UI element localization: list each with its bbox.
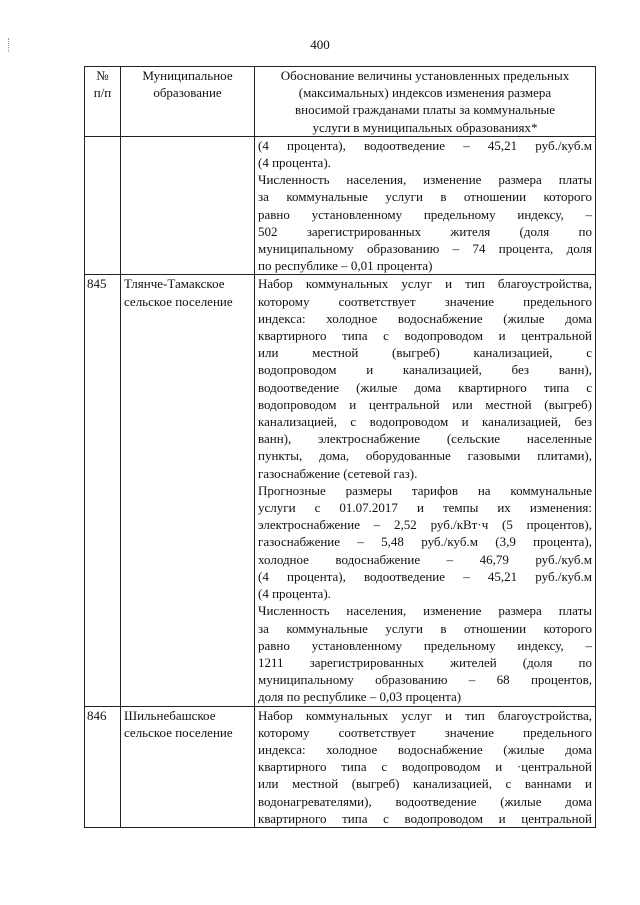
text-line: пункты, дома, оборудованные газовыми плитами), <box>258 448 592 464</box>
justification-cell <box>255 275 596 706</box>
text-line: холодное водоснабжение – 46,79 руб./куб.м <box>258 551 592 567</box>
row-number: 845 <box>85 275 121 706</box>
header-line: № <box>96 68 109 83</box>
text-line: водопроводом и канализацией, без ванн), <box>258 362 592 378</box>
header-line: Обоснование величины установленных предельных <box>280 68 570 83</box>
text-line: Прогнозные размеры тарифов на коммунальные <box>258 482 592 498</box>
justification-cell <box>255 136 596 275</box>
header-line: вносимой гражданами платы за коммунальные <box>295 102 555 118</box>
text-line: (4 процента). <box>258 155 331 171</box>
table-row <box>85 706 596 827</box>
header-line: услуги в муниципальных образованиях* <box>312 119 538 135</box>
header-num <box>85 67 121 137</box>
municipality-cell <box>121 706 255 827</box>
text-line: доля по республике – 0,03 процента) <box>258 689 462 705</box>
text-line: индекса: холодное водоснабжение (жилые дома <box>258 741 592 757</box>
text-line: квартирного типа с водопроводом и ·центральной <box>258 759 592 775</box>
municipality-cell <box>121 275 255 706</box>
text-line: (4 процента), водоотведение – 45,21 руб./куб.м <box>258 137 592 153</box>
text-line: квартирного типа с водопроводом и центральной <box>258 328 592 344</box>
text-line: квартирного типа с водопроводом и центральной <box>258 810 592 826</box>
text-line: муниципальному образованию – 74 процента, доля <box>258 241 592 257</box>
text-line: (4 процента). <box>258 586 331 602</box>
text-line: или местной (выгреб) канализацией, с ваннами и <box>258 776 592 792</box>
text-line: электроснабжение – 2,52 руб./кВт·ч (5 процентов), <box>258 517 592 533</box>
row-number: 846 <box>85 706 121 827</box>
page-number: 400 <box>310 37 330 52</box>
header-line: Муниципальное <box>142 68 233 83</box>
text-line: Набор коммунальных услуг и тип благоустройства, <box>258 276 592 292</box>
text-line: 502 зарегистрированных жителя (доля по <box>258 223 592 239</box>
text-line: Численность населения, изменение размера платы <box>258 172 592 188</box>
text-line: Набор коммунальных услуг и тип благоустройства, <box>258 707 592 723</box>
row-number <box>85 136 121 275</box>
text-line: которому соответствует значение предельного <box>258 724 592 740</box>
text-line: или местной (выгреб) канализацией, с <box>258 345 592 361</box>
text-line: муниципальному образованию – 68 процентов, <box>258 672 592 688</box>
table-row <box>85 136 596 275</box>
text-line: по республике – 0,01 процента) <box>258 258 433 274</box>
text-line: за коммунальные услуги в отношении которого <box>258 189 592 205</box>
municipality-cell <box>121 136 255 275</box>
header-justification <box>255 67 596 137</box>
municipality-line: сельское поселение <box>124 293 233 309</box>
header-municipality <box>121 67 255 137</box>
municipality-line: Шильнебашское <box>124 707 216 723</box>
text-line: водопроводом и центральной или местной (выгреб) <box>258 396 592 412</box>
table-header-row <box>85 67 596 137</box>
header-line: (максимальных) индексов изменения размера <box>298 85 552 101</box>
justification-paragraph <box>258 602 592 705</box>
header-line: образование <box>153 85 222 101</box>
text-line: равно установленному предельному индексу, – <box>258 637 592 653</box>
text-line: (4 процента), водоотведение – 45,21 руб./куб.м <box>258 568 592 584</box>
table-row <box>85 275 596 706</box>
margin-mark <box>8 38 10 52</box>
justification-paragraph <box>258 171 592 274</box>
justification-paragraph <box>258 137 592 171</box>
text-line: за коммунальные услуги в отношении которого <box>258 620 592 636</box>
justification-paragraph <box>258 275 592 481</box>
text-line: услуги с 01.07.2017 и темпы их изменения: <box>258 500 592 516</box>
text-line: Численность населения, изменение размера платы <box>258 603 592 619</box>
text-line: равно установленному предельному индексу, – <box>258 206 592 222</box>
tariff-table <box>84 66 596 828</box>
text-line: ванн), электроснабжение (сельские населенные <box>258 431 592 447</box>
justification-paragraph <box>258 482 592 602</box>
text-line: которому соответствует значение предельного <box>258 293 592 309</box>
text-line: водоотведение (жилые дома квартирного типа с <box>258 379 592 395</box>
text-line: канализацией, с водопроводом и канализацией, без <box>258 414 592 430</box>
text-line: газоснабжение (сетевой газ). <box>258 465 418 481</box>
justification-paragraph <box>258 707 592 827</box>
municipality-line: сельское поселение <box>124 724 233 740</box>
text-line: индекса: холодное водоснабжение (жилые дома <box>258 310 592 326</box>
text-line: 1211 зарегистрированных жителей (доля по <box>258 654 592 670</box>
municipality-line: Тлянче-Тамакское <box>124 276 225 292</box>
justification-cell <box>255 706 596 827</box>
header-line: п/п <box>93 85 112 101</box>
text-line: водонагревателями), водоотведение (жилые дома <box>258 793 592 809</box>
text-line: газоснабжение – 5,48 руб./куб.м (3,9 процента), <box>258 534 592 550</box>
